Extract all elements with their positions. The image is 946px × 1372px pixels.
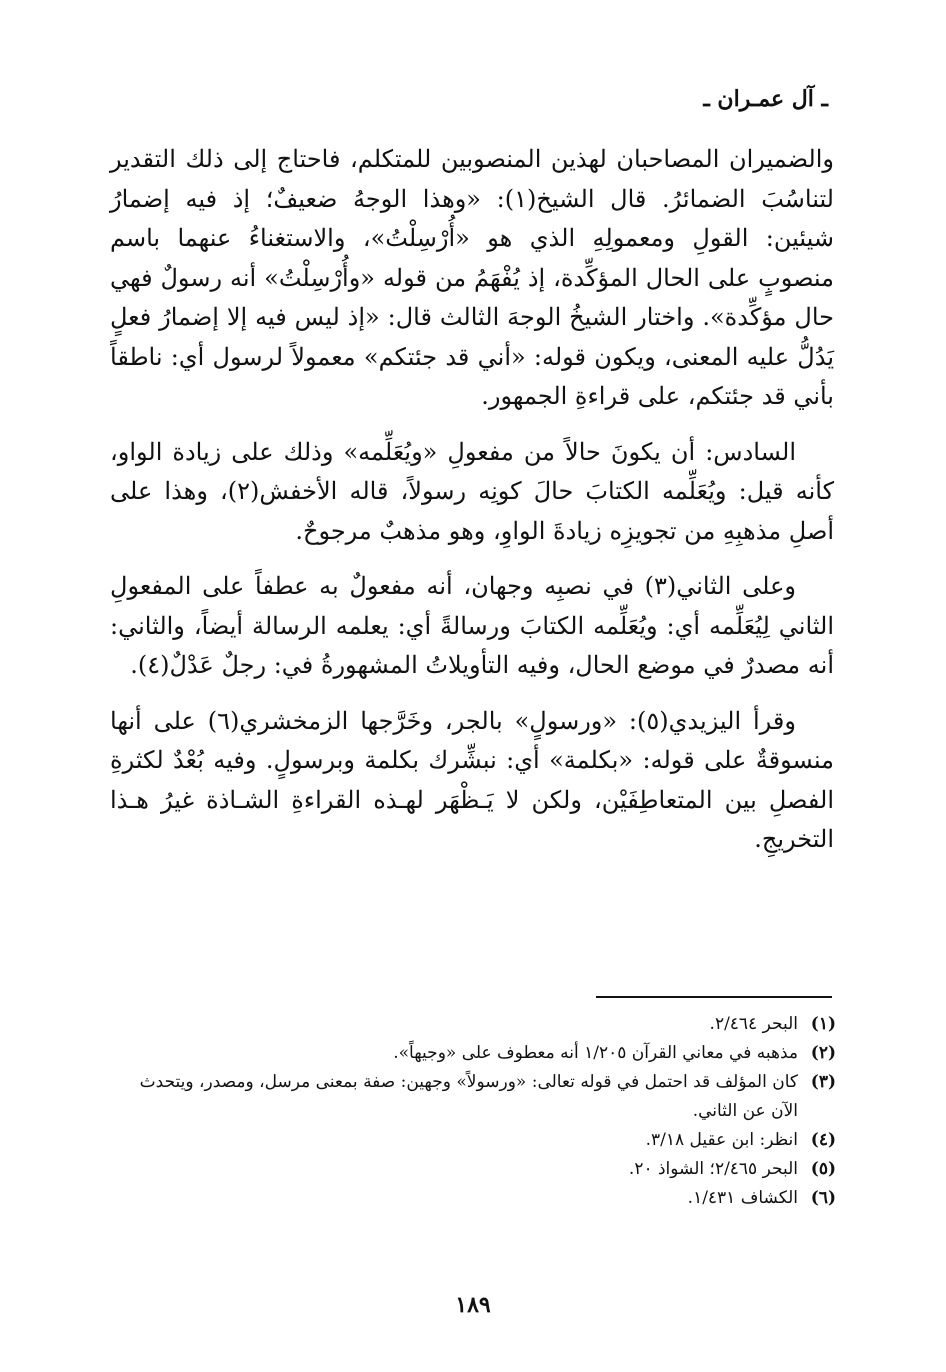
footnote	[108, 1039, 836, 1068]
footnote	[108, 1068, 836, 1126]
footnote	[108, 1126, 836, 1155]
footnote-marker: (٥)	[810, 1159, 836, 1179]
footnote-text: انظر: ابن عقيل ٣/١٨.	[645, 1130, 798, 1150]
footnote-marker: (١)	[810, 1014, 836, 1034]
footnote-text: الكشاف ١/٤٣١.	[687, 1188, 798, 1208]
paragraph: وعلى الثاني(٣) في نصبِه وجهان، أنه مفعولٌ به عطفاً على المفعولِ الثاني لِيُعَلِّمه أي: ويُعَلِّمه الكتابَ ورسالةً أي: يعلمه الرسالة أيضاً، والثاني: أنه مصدرٌ في موضع الحال، وفيه التأويلاتُ المشهورةُ في: رجلٌ عَدْلٌ(٤).	[110, 572, 834, 679]
footnote-separator	[596, 996, 832, 998]
footnotes	[108, 1010, 836, 1213]
footnote	[108, 1184, 836, 1213]
footnote-marker: (٢)	[810, 1043, 836, 1063]
footnote-marker: (٣)	[810, 1072, 836, 1092]
footnote-text: البحر ٢/٤٦٤.	[709, 1014, 798, 1034]
paragraph: وقرأ اليزيدي(٥): «ورسولٍ» بالجر، وخَرَّجها الزمخشري(٦) على أنها منسوقةٌ على قوله: «بكلمة» أي: نبشِّرك بكلمة وبرسولٍ. وفيه بُعْدٌ لكثرةِ الفصلِ بين المتعاطِفَيْن، ولكن لا يَـظْهَر لهـذه القراءةِ الشـاذة غيرُ هـذا التخريجِ.	[110, 706, 834, 853]
footnote-marker: (٤)	[810, 1130, 836, 1150]
paragraph: والضميران المصاحبان لهذين المنصوبين للمتكلم، فاحتاج إلى ذلك التقدير لتناسُبَ الضمائرُ. قال الشيخ(١): «وهذا الوجهُ ضعيفٌ؛ إذ فيه إضمارُ شيئين: القولِ ومعمولِهِ الذي هو «أُرْسِلْتُ»، والاستغناءُ عنهما باسم منصوبٍ على الحال المؤكِّدة، إذ يُفْهَمُ من قوله «وأُرْسِلْتُ» أنه رسولٌ فهي حال مؤكِّدة». واختار الشيخُ الوجهَ الثالث قال: «إذ ليس فيه إلا إضمارُ فعلٍ يَدُلُّ عليه المعنى، ويكون قوله: «أني قد جئتكم» معمولاً لرسول أي: ناطقاً بأني قد جئتكم، على قراءةِ الجمهور.	[110, 145, 834, 410]
footnote-text: البحر ٢/٤٦٥؛ الشواذ ٢٠.	[628, 1159, 798, 1179]
footnote-marker: (٦)	[810, 1188, 836, 1208]
footnote	[108, 1010, 836, 1039]
footnote-text: كان المؤلف قد احتمل في قوله تعالى: «ورسولاً» وجهين: صفة بمعنى مرسل، ومصدر، ويتحدث الآن عن الثاني.	[139, 1072, 798, 1121]
footnote-text: مذهبه في معاني القرآن ١/٢٠٥ أنه معطوف على «وجيهاً».	[393, 1043, 798, 1063]
paragraph: السادس: أن يكونَ حالاً من مفعولِ «ويُعَلِّمه» وذلك على زيادة الواو، كأنه قيل: ويُعَلِّمه الكتابَ حالَ كونِه رسولاً، قاله الأخفش(٢)، وهذا على أصلِ مذهبِهِ من تجويزِه زيادةَ الواوِ، وهو مذهبٌ مرجوحٌ.	[110, 437, 834, 545]
running-header: ـ آل عمـران ـ	[703, 86, 828, 112]
page-number: ١٨٩	[455, 1292, 491, 1318]
main-text	[110, 140, 834, 876]
footnote	[108, 1155, 836, 1184]
